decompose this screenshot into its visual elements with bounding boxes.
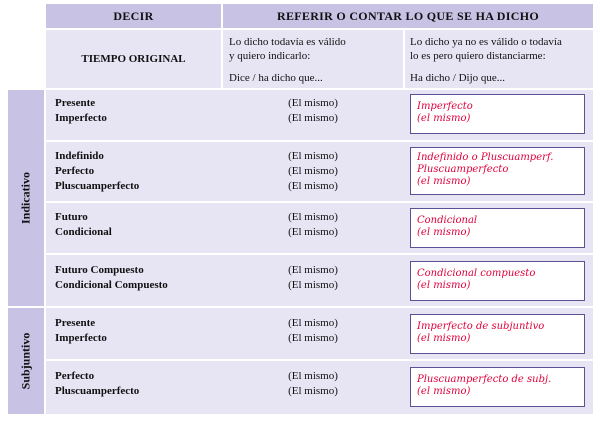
answer-box[interactable] — [410, 208, 585, 248]
answer-line: Indefinido o Pluscuamperf. — [417, 152, 554, 163]
subheader-invalid-cell — [405, 30, 593, 88]
header-decir-label: DECIR — [113, 8, 154, 23]
tense-cell — [55, 369, 139, 399]
answer-line: (el mismo) — [417, 333, 471, 344]
same-value: (El mismo) — [288, 165, 338, 177]
answer-line: (el mismo) — [417, 386, 471, 397]
same-value: (El mismo) — [288, 97, 338, 109]
valid-formula: Dice / ha dicho que... — [229, 72, 323, 84]
answer-line: (el mismo) — [417, 113, 471, 124]
tense-name: Perfecto — [55, 370, 95, 382]
valid-line-1: Lo dicho todavía es válido — [229, 36, 346, 48]
answer-line: (el mismo) — [417, 227, 471, 238]
subjuntivo-label: Subjuntivo — [18, 332, 33, 390]
same-value: (El mismo) — [288, 279, 338, 291]
header-decir — [46, 4, 221, 28]
tense-name: Pluscuamperfecto — [55, 385, 140, 397]
tense-name: Futuro — [55, 211, 88, 223]
answer-box[interactable] — [410, 147, 585, 195]
same-cell — [223, 263, 403, 293]
answer-box[interactable] — [410, 94, 585, 134]
tense-name: Perfecto — [55, 165, 95, 177]
tense-name: Condicional Compuesto — [55, 279, 168, 291]
same-value: (El mismo) — [288, 150, 338, 162]
group-indicativo — [8, 90, 44, 306]
same-cell — [223, 96, 403, 126]
answer-line: Pluscuamperfecto de subj. — [417, 374, 552, 385]
same-value: (El mismo) — [288, 211, 338, 223]
indicativo-label: Indicativo — [18, 171, 33, 225]
tense-cell — [55, 316, 107, 346]
same-value: (El mismo) — [288, 370, 338, 382]
same-cell — [223, 369, 403, 399]
tense-name: Imperfecto — [55, 112, 107, 124]
answer-box[interactable] — [410, 261, 585, 301]
tense-cell — [55, 263, 168, 293]
header-referir — [223, 4, 593, 28]
subheader-original-cell — [46, 30, 221, 88]
subheader-valid-cell — [223, 30, 403, 88]
group-subjuntivo — [8, 308, 44, 414]
tense-name: Presente — [55, 317, 96, 329]
invalid-line-1: Lo dicho ya no es válido o todavía — [410, 36, 562, 48]
invalid-line-2: lo es pero quiero distanciarme: — [410, 50, 546, 62]
valid-line-2: y quiero indicarlo: — [229, 50, 311, 62]
same-value: (El mismo) — [288, 317, 338, 329]
tense-name: Pluscuamperfecto — [55, 180, 140, 192]
same-cell — [223, 210, 403, 240]
answer-line: Pluscuamperfecto — [417, 164, 509, 175]
same-value: (El mismo) — [288, 264, 338, 276]
answer-box[interactable] — [410, 314, 585, 354]
tense-cell — [55, 210, 112, 240]
same-value: (El mismo) — [288, 226, 338, 238]
same-value: (El mismo) — [288, 112, 338, 124]
tense-name: Indefinido — [55, 150, 104, 162]
tense-name: Presente — [55, 97, 96, 109]
same-cell — [223, 316, 403, 346]
answer-line: Condicional — [417, 215, 478, 226]
answer-box[interactable] — [410, 367, 585, 407]
same-value: (El mismo) — [288, 180, 338, 192]
tense-cell — [55, 149, 139, 194]
same-value: (El mismo) — [288, 332, 338, 344]
tense-name: Condicional — [55, 226, 112, 238]
answer-line: Imperfecto de subjuntivo — [417, 321, 545, 332]
tiempo-original-label: TIEMPO ORIGINAL — [81, 53, 186, 65]
answer-line: Condicional compuesto — [417, 268, 536, 279]
invalid-formula: Ha dicho / Dijo que... — [410, 72, 506, 84]
tense-cell — [55, 96, 107, 126]
header-referir-label: REFERIR O CONTAR LO QUE SE HA DICHO — [277, 8, 539, 23]
answer-line: (el mismo) — [417, 280, 471, 291]
same-value: (El mismo) — [288, 385, 338, 397]
same-cell — [223, 149, 403, 194]
answer-line: Imperfecto — [417, 101, 473, 112]
tense-name: Imperfecto — [55, 332, 107, 344]
answer-line: (el mismo) — [417, 176, 471, 187]
tense-name: Futuro Compuesto — [55, 264, 144, 276]
